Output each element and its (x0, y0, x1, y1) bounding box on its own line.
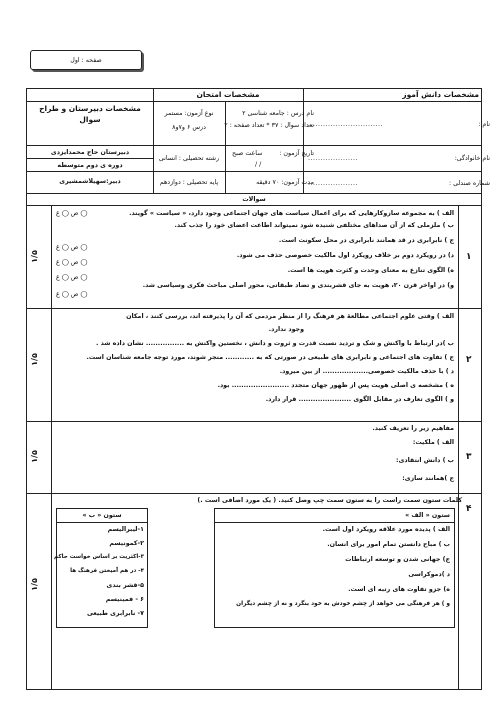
q2-statement: وجود ندارد. (268, 326, 304, 333)
school-info-title: مشخصات دبیرستان و طراح سوال (39, 104, 141, 124)
q3-intro: مفاهیم زیر را تعریف کنید. (372, 425, 454, 432)
q2-statement: الف ) وقتی علوم اجتماعی مطالعهٔ هر فرهنگ را از منظر مردمی که آن را پذیرفته اند، بررسی کنند ، امکان (126, 313, 454, 320)
q4-column-b (56, 508, 148, 628)
name-field[interactable]: .............................. (308, 121, 384, 128)
q1-statement: ه) الگوی تنازع به معنای وحدت و کثرت هویت ها است. (287, 267, 454, 274)
course-name: نام درس : جامعه شناسی ۲ (242, 110, 314, 117)
q3-term: الف ) ملکیت: (412, 439, 454, 446)
exam-time: ساعت صبح (232, 150, 263, 157)
duration: مدت آزمون: ۷۰ دقیقه (256, 179, 314, 186)
q4-intro: کلمات ستون سمت راست را به ستون سمت چپ وصل کنید. ( یک مورد اضافی است .) (197, 497, 462, 504)
q3-number: ۳ (466, 452, 472, 462)
q4-a-item: ه) جزو تفاوت های رتبه ای است. (348, 586, 450, 593)
q4-b-item: ۷- نابرابری طبیعی (86, 610, 144, 617)
exam-info-title: مشخصات امتحان (196, 90, 260, 99)
q1-number: ۱ (466, 252, 472, 262)
q1-statement: الف ) به مجموعه سازوکارهایی که برای اعمال سیاست های جهان اجتماعی وجود دارد، « سیاست » گویند. (129, 210, 454, 217)
page-label: صفحه : اول (70, 57, 102, 64)
course-code: درس ۶ و۷و۸ (172, 124, 206, 131)
q1-score: ۱/۵ (29, 250, 39, 263)
exam-type: نوع آزمون: مستمر (164, 110, 214, 117)
name-label: نام : (478, 121, 490, 128)
q4-a-item: د )دموکراسی (408, 571, 450, 578)
q1-statement: و) در اواخر قرن ۲۰، هویت به جای قشربندی و تضاد طبقاتی، محور اصلی مباحث فکری وسیاسی شد. (142, 282, 454, 289)
q3-score: ۱/۵ (29, 450, 39, 463)
q1-tf-options[interactable]: ص ◯ غ ◯ (56, 210, 88, 217)
q4-b-item: ۴- در هم آمیختن فرهنگ ها (70, 568, 144, 574)
q1-statements (56, 210, 454, 297)
q2-statements (56, 313, 454, 410)
q1-tf-options[interactable]: ص ◯ غ ◯ (56, 274, 88, 281)
q4-score: ۱/۵ (29, 578, 39, 591)
q4-b-item: ۳-اکثریت بر اساس خواست حاکم (54, 554, 144, 560)
q4-a-item: ب ) مباح دانستن تمام امور برای انسان. (327, 541, 450, 548)
q4-b-item: ۲-کمونیسم (109, 540, 144, 547)
q2-statement: ج ) تفاوت های اجتماعی و نابرابری های طبیعی در صورتی که به ............ منجر شوند، مورد توجه جامعه شناسان است. (86, 354, 454, 361)
page-label-box (30, 50, 142, 70)
student-info-title: مشخصات دانش آموز (402, 90, 479, 99)
q1-tf-options[interactable]: ص ◯ غ ◯ (56, 244, 88, 251)
q2-score: ۱/۵ (29, 353, 39, 366)
q1-statement: د) در رویکرد دوم بر خلاف رویکرد اول مالکیت خصوصی حذف می شود. (236, 252, 454, 259)
q2-number: ۲ (466, 355, 472, 365)
lastname-field[interactable]: .................... (308, 155, 359, 162)
period: دوره ی دوم متوسطه (57, 162, 123, 169)
lastname-label: نام خانوادگی: (454, 155, 490, 162)
q4-a-item: الف ) پدیده مورد علاقه رویکرد اول است. (322, 526, 450, 533)
q4-number: ۴ (466, 504, 472, 514)
q4-b-item: ۱-لیبرالیسم (107, 526, 144, 533)
field: رشته تحصیلی : انسانی (158, 155, 220, 162)
teacher: دبیر:سهیلاشمشیری (59, 178, 121, 185)
q3-items (56, 425, 454, 489)
q3-term: ج )همانند سازی: (402, 475, 454, 482)
exam-date-value: / / (255, 161, 262, 168)
q4-a-item: و ) هر فرهنگی می خواهد از چشم خودش به خود بنگرد و نه از چشم دیگران (236, 601, 450, 607)
q1-tf-options[interactable]: ص ◯ غ ◯ (56, 291, 88, 298)
q2-statement: ب )در ارتباط با واکنش و شک و تردید نسبت قدرت و ثروت و دانش ، نخستین واکنش به ................ نشان داده شد . (96, 340, 454, 347)
q4-column-a-title: ستون « الف » (405, 512, 450, 519)
q4-a-item: ج) جهانی شدن و توسعه ارتباطات (345, 556, 450, 563)
q2-statement: د ) با حذف مالکیت خصوصی................... از بین میرود. (279, 368, 454, 375)
q4-b-item: ۵-قشر بندی (106, 582, 144, 589)
exam-date: تاریخ آزمون : (279, 150, 314, 157)
q1-statement: ب ) ملزملی که از آن صداهای مختلفی شنیده شود نمیتواند اطاعت اعضای خود را جذب کند. (174, 222, 454, 229)
q1-statement: ج ) نابرابری در قد همانند نابرابری در محل سکونت است. (278, 237, 454, 244)
school-name: دبیرستان حاج محمدایزدی (50, 149, 130, 156)
q4-column-b-title: ستون « ب » (82, 512, 122, 519)
q4-column-a (214, 508, 455, 628)
q3-term: ب ) دانش انتقادی: (396, 457, 454, 464)
seat-label: شماره صندلی : (448, 180, 490, 187)
questions-label: سوالات (242, 196, 266, 203)
q2-statement: و ) الگوی تعارف در مقابل الگوی ...................... قرار دارد. (265, 396, 454, 403)
question-count: تعداد سوال : ۳۷ * تعداد صفحه : ۲ (224, 122, 314, 129)
grade: پایه تحصیلی : دوازدهم (159, 179, 219, 186)
q1-tf-options[interactable]: ص ◯ غ ◯ (56, 259, 88, 266)
seat-field[interactable]: .................... (308, 180, 359, 187)
q4-b-item: ۶ - فمینیسم (105, 596, 144, 603)
q2-statement: ه ) مشخصه ی اصلی هویت پس از ظهور جهان متجدد ........................ بود. (217, 382, 454, 389)
